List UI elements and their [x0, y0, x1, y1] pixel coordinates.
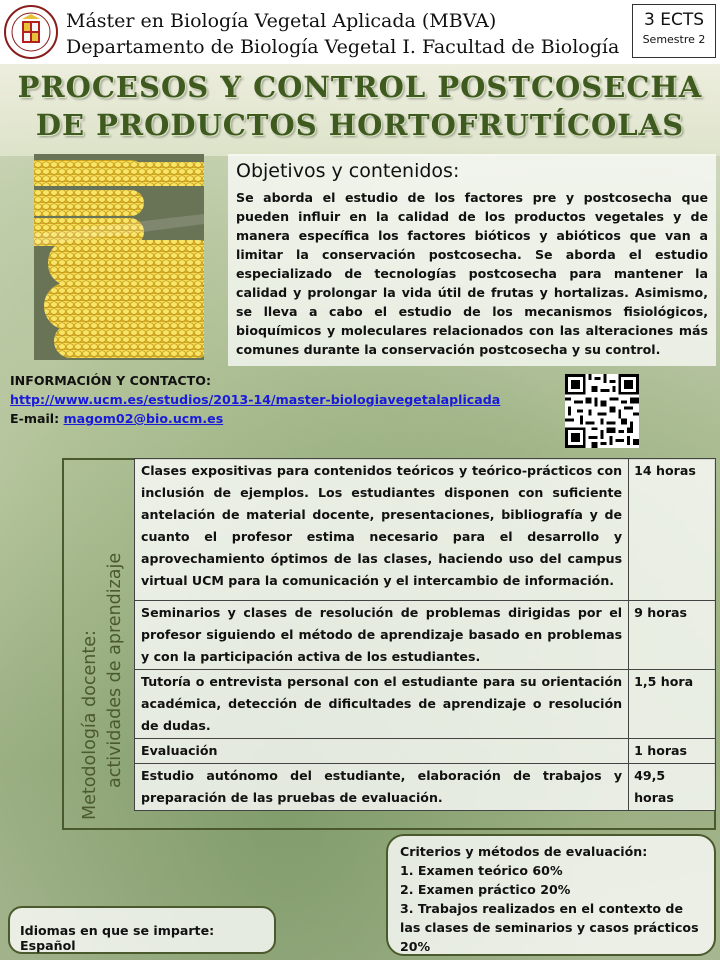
email-label: E-mail:: [10, 411, 64, 426]
activity-description: Seminarios y clases de resolución de problemas dirigidas por el profesor siguiendo el método de aprendizaje basado en problemas y con la participación activa de los estudiantes.: [135, 601, 629, 670]
contact-email-link[interactable]: magom02@bio.ucm.es: [63, 411, 224, 426]
methodology-vertical-label: [64, 458, 134, 828]
activity-hours: 9 horas: [629, 601, 716, 670]
evaluation-heading: Criterios y métodos de evaluación:: [400, 844, 648, 859]
course-title-line-1: PROCESOS Y CONTROL POSTCOSECHA: [17, 70, 703, 104]
evaluation-item: 3. Trabajos realizados en el contexto de las clases de seminarios y casos prácticos 20%: [400, 901, 699, 954]
table-row: [135, 670, 716, 739]
ects-credits: 3 ECTS: [643, 10, 704, 30]
evaluation-criteria-panel: [386, 834, 716, 956]
activity-hours: 49,5 horas: [629, 764, 716, 811]
languages-text: Idiomas en que se imparte: Español: [20, 923, 215, 953]
university-seal-logo: [4, 4, 58, 60]
contact-heading: INFORMACIÓN Y CONTACTO:: [10, 373, 211, 388]
activities-table: [134, 458, 716, 811]
activity-description: Tutoría o entrevista personal con el estudiante para su orientación académica, detección de dificultades de aprendizaje o resolución de dudas.: [135, 670, 629, 739]
ects-badge: [632, 4, 716, 58]
program-name: Máster en Biología Vegetal Aplicada (MBVA): [66, 10, 497, 32]
contact-section: [10, 371, 500, 428]
languages-panel: [8, 906, 276, 954]
activity-hours: 1,5 hora: [629, 670, 716, 739]
master-website-link[interactable]: http://www.ucm.es/estudios/2013-14/master-biologiavegetalaplicada: [10, 392, 501, 407]
objectives-panel: [228, 154, 716, 366]
corn-photo: [34, 154, 204, 360]
department-name: Departamento de Biología Vegetal I. Facultad de Biología: [66, 36, 620, 58]
table-row: [135, 459, 716, 601]
table-row: [135, 764, 716, 811]
activity-hours: 14 horas: [629, 459, 716, 601]
qr-code[interactable]: [565, 374, 639, 448]
evaluation-item: 2. Examen práctico 20%: [400, 882, 571, 897]
activity-description: Evaluación: [135, 739, 629, 764]
semester-label: Semestre 2: [642, 33, 706, 46]
activity-description: Clases expositivas para contenidos teóricos y teórico-prácticos con inclusión de ejemplos. Los estudiantes disponen con suficiente antelación de material docente, presentaciones, bibliografía y de cuanto el profesor estima necesario para el desarrollo y aprovechamiento óptimos de las clases, haciendo uso del campus virtual UCM para la comunicación y el intercambio de información.: [135, 459, 629, 601]
methodology-label-line-2: actividades de aprendizaje: [105, 552, 125, 788]
evaluation-item: 1. Examen teórico 60%: [400, 863, 563, 878]
activity-hours: 1 horas: [629, 739, 716, 764]
objectives-heading: Objetivos y contenidos:: [236, 160, 460, 182]
methodology-label-line-1: Metodología docente:: [80, 630, 100, 820]
objectives-body: Se aborda el estudio de los factores pre y postcosecha que pueden influir en la calidad de los productos vegetales y de manera específica los factores bióticos y abióticos que van a limitar la conservación postcosecha. Se aborda el estudio especializado de tecnologías postcosecha para mantener la calidad y prolongar la vida útil de frutas y hortalizas. Asimismo, se lleva a cabo el estudio de los mecanismos fisiológicos, bioquímicos y moleculares relacionados con las alteraciones más comunes durante la conservación postcosecha y su control.: [236, 190, 708, 357]
course-title-line-2: DE PRODUCTOS HORTOFRUTÍCOLAS: [35, 108, 685, 142]
table-row: [135, 739, 716, 764]
table-row: [135, 601, 716, 670]
activity-description: Estudio autónomo del estudiante, elaboración de trabajos y preparación de las pruebas de evaluación.: [135, 764, 629, 811]
